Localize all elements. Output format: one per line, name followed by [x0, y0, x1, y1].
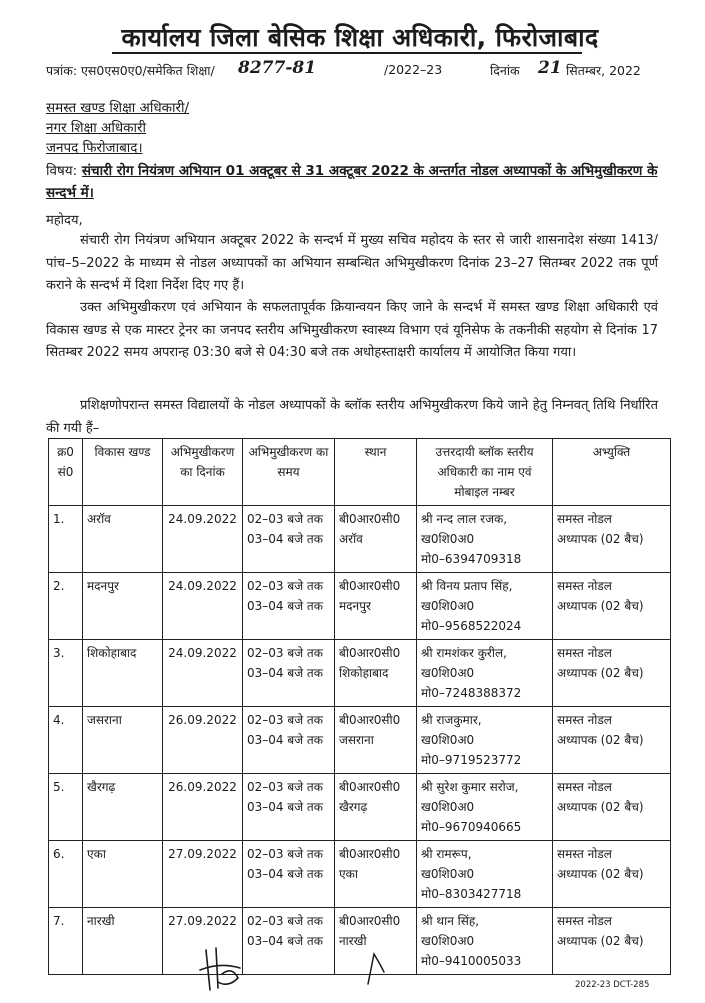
cell-date: 24.09.2022	[163, 573, 243, 640]
table-row	[49, 908, 671, 975]
cell-place	[335, 573, 417, 640]
schedule-table	[48, 438, 671, 975]
cell-time	[243, 841, 335, 908]
officer-designation: ख0शि0अ0	[421, 733, 475, 747]
cell-officer	[417, 506, 553, 573]
officer-mobile: मो0–9719523772	[421, 753, 522, 767]
cell-officer	[417, 774, 553, 841]
place-line-1: बी0आर0सी0	[339, 780, 401, 794]
remark-line-2: अध्यापक (02 बैच)	[557, 867, 644, 881]
cell-officer	[417, 841, 553, 908]
time-slot-2: 03–04 बजे तक	[247, 867, 323, 881]
officer-designation: ख0शि0अ0	[421, 599, 475, 613]
place-line-1: बी0आर0सी0	[339, 914, 401, 928]
cell-serial: 4.	[49, 707, 83, 774]
cell-time	[243, 506, 335, 573]
officer-mobile: मो0–9568522024	[421, 619, 522, 633]
time-slot-2: 03–04 बजे तक	[247, 532, 323, 546]
remark-line-1: समस्त नोडल	[557, 579, 612, 593]
officer-designation: ख0शि0अ0	[421, 934, 475, 948]
officer-mobile: मो0–7248388372	[421, 686, 522, 700]
time-slot-2: 03–04 बजे तक	[247, 934, 323, 948]
reference-number-handwritten: 8277-81	[238, 58, 317, 78]
place-line-2: मदनपुर	[339, 599, 371, 613]
officer-designation: ख0शि0अ0	[421, 867, 475, 881]
officer-mobile: मो0–9410005033	[421, 954, 522, 968]
date-month-year: सितम्बर, 2022	[566, 63, 641, 78]
subject-label: विषय:	[46, 163, 78, 179]
officer-mobile: मो0–8303427718	[421, 887, 522, 901]
cell-date: 26.09.2022	[163, 707, 243, 774]
cell-serial: 6.	[49, 841, 83, 908]
officer-designation: ख0शि0अ0	[421, 532, 475, 546]
title-underline	[112, 52, 582, 54]
cell-time	[243, 573, 335, 640]
officer-name: श्री रामरूप,	[421, 847, 472, 861]
officer-name: श्री थान सिंह,	[421, 914, 480, 928]
time-slot-1: 02–03 बजे तक	[247, 847, 323, 861]
header-date: अभिमुखीकरण का दिनांक	[163, 439, 243, 506]
cell-date: 27.09.2022	[163, 908, 243, 975]
cell-block: नारखी	[83, 908, 163, 975]
signature-mark-right	[362, 950, 388, 986]
signature-mark-left	[198, 944, 242, 994]
officer-mobile: मो0–9670940665	[421, 820, 522, 834]
header-serial: क्र0 सं0	[49, 439, 83, 506]
cell-remark	[553, 707, 671, 774]
cell-block: खैरगढ़	[83, 774, 163, 841]
place-line-1: बी0आर0सी0	[339, 847, 401, 861]
reference-prefix: पत्रांक: एस0एस0ए0/समेकित शिक्षा/	[46, 63, 215, 78]
table-row	[49, 841, 671, 908]
cell-serial: 5.	[49, 774, 83, 841]
place-line-2: शिकोहाबाद	[339, 666, 389, 680]
time-slot-1: 02–03 बजे तक	[247, 646, 323, 660]
place-line-2: नारखी	[339, 934, 367, 948]
officer-name: श्री राजकुमार,	[421, 713, 482, 727]
subject-text: संचारी रोग नियंत्रण अभियान 01 अक्टूबर से 31 अक्टूबर 2022 के अन्तर्गत नोडल अध्यापकों के अभिमुखीकरण के सन्दर्भ में।	[46, 163, 658, 201]
table-row	[49, 506, 671, 573]
cell-officer	[417, 573, 553, 640]
cell-date: 26.09.2022	[163, 774, 243, 841]
cell-serial: 1.	[49, 506, 83, 573]
remark-line-1: समस्त नोडल	[557, 914, 612, 928]
time-slot-1: 02–03 बजे तक	[247, 713, 323, 727]
time-slot-1: 02–03 बजे तक	[247, 512, 323, 526]
place-line-1: बी0आर0सी0	[339, 512, 401, 526]
table-row	[49, 707, 671, 774]
cell-date: 24.09.2022	[163, 640, 243, 707]
officer-name: श्री सुरेश कुमार सरोज,	[421, 780, 519, 794]
addressee-line-2: नगर शिक्षा अधिकारी	[46, 120, 147, 136]
date-day-handwritten: 21	[538, 58, 562, 78]
table-row	[49, 640, 671, 707]
cell-place	[335, 841, 417, 908]
cell-remark	[553, 908, 671, 975]
remark-line-2: अध्यापक (02 बैच)	[557, 599, 644, 613]
date-label: दिनांक	[490, 63, 520, 78]
officer-designation: ख0शि0अ0	[421, 666, 475, 680]
cell-block: जसराना	[83, 707, 163, 774]
header-officer: उत्तरदायी ब्लॉक स्तरीय अधिकारी का नाम एवं मोबाइल नम्बर	[417, 439, 553, 506]
cell-place	[335, 640, 417, 707]
cell-block: अरॉव	[83, 506, 163, 573]
place-line-1: बी0आर0सी0	[339, 646, 401, 660]
remark-line-2: अध्यापक (02 बैच)	[557, 934, 644, 948]
salutation: महोदय,	[46, 213, 83, 228]
cell-date: 24.09.2022	[163, 506, 243, 573]
cell-serial: 3.	[49, 640, 83, 707]
cell-date: 27.09.2022	[163, 841, 243, 908]
place-line-2: खैरगढ़	[339, 800, 368, 814]
cell-place	[335, 506, 417, 573]
table-row	[49, 573, 671, 640]
remark-line-1: समस्त नोडल	[557, 713, 612, 727]
cell-time	[243, 774, 335, 841]
header-place: स्थान	[335, 439, 417, 506]
table-row	[49, 774, 671, 841]
document-code: 2022-23 DCT-285	[575, 980, 650, 990]
place-line-1: बी0आर0सी0	[339, 579, 401, 593]
cell-remark	[553, 640, 671, 707]
time-slot-2: 03–04 बजे तक	[247, 800, 323, 814]
cell-remark	[553, 774, 671, 841]
paragraph-2: उक्त अभिमुखीकरण एवं अभियान के सफलतापूर्वक क्रियान्वयन किए जाने के सन्दर्भ में समस्त खण्ड शिक्षा अधिकारी एवं विकास खण्ड से एक मास्टर ट्रेनर का जनपद स्तरीय अभिमुखीकरण स्वास्थ्य विभाग एवं यूनिसेफ के तकनीकी सहयोग से दिनांक 17 सितम्बर 2022 समय अपरान्ह 03:30 बजे से 04:30 बजे तक अधोहस्ताक्षरी कार्यालय में आयोजित किया गया।	[46, 300, 658, 360]
time-slot-1: 02–03 बजे तक	[247, 914, 323, 928]
time-slot-1: 02–03 बजे तक	[247, 579, 323, 593]
cell-block: एका	[83, 841, 163, 908]
cell-remark	[553, 841, 671, 908]
place-line-2: अरॉव	[339, 532, 363, 546]
cell-officer	[417, 640, 553, 707]
cell-block: शिकोहाबाद	[83, 640, 163, 707]
cell-remark	[553, 506, 671, 573]
place-line-1: बी0आर0सी0	[339, 713, 401, 727]
header-time: अभिमुखीकरण का समय	[243, 439, 335, 506]
addressee-line-1: समस्त खण्ड शिक्षा अधिकारी/	[46, 100, 190, 116]
header-remark: अभ्युक्ति	[553, 439, 671, 506]
header-block: विकास खण्ड	[83, 439, 163, 506]
remark-line-1: समस्त नोडल	[557, 780, 612, 794]
officer-designation: ख0शि0अ0	[421, 800, 475, 814]
remark-line-2: अध्यापक (02 बैच)	[557, 800, 644, 814]
paragraph-3: प्रशिक्षणोपरान्त समस्त विद्यालयों के नोडल अध्यापकों के ब्लॉक स्तरीय अभिमुखीकरण किये जाने हेतु निम्नवत् तिथि निर्धारित की गयी हैं–	[46, 398, 658, 436]
reference-year: /2022–23	[384, 62, 443, 77]
remark-line-1: समस्त नोडल	[557, 847, 612, 861]
time-slot-2: 03–04 बजे तक	[247, 599, 323, 613]
table-header-row	[49, 439, 671, 506]
time-slot-2: 03–04 बजे तक	[247, 733, 323, 747]
officer-name: श्री रामशंकर कुरील,	[421, 646, 507, 660]
cell-remark	[553, 573, 671, 640]
place-line-2: एका	[339, 867, 358, 881]
cell-block: मदनपुर	[83, 573, 163, 640]
paragraph-1: संचारी रोग नियंत्रण अभियान अक्टूबर 2022 के सन्दर्भ में मुख्य सचिव महोदय के स्तर से जारी शासनादेश संख्या 1413/पांच–5–2022 के माध्यम से नोडल अध्यापकों का अभियान सम्बन्धित अभिमुखीकरण दिनांक 23–27 सितम्बर 2022 तक पूर्ण कराने के सन्दर्भ में दिशा निर्देश दिए गए हैं।	[46, 233, 658, 293]
place-line-2: जसराना	[339, 733, 374, 747]
subject	[46, 160, 658, 204]
time-slot-1: 02–03 बजे तक	[247, 780, 323, 794]
cell-place	[335, 774, 417, 841]
remark-line-2: अध्यापक (02 बैच)	[557, 733, 644, 747]
officer-name: श्री नन्द लाल रजक,	[421, 512, 508, 526]
cell-serial: 7.	[49, 908, 83, 975]
cell-time	[243, 640, 335, 707]
cell-place	[335, 707, 417, 774]
remark-line-2: अध्यापक (02 बैच)	[557, 666, 644, 680]
remark-line-2: अध्यापक (02 बैच)	[557, 532, 644, 546]
officer-mobile: मो0–6394709318	[421, 552, 522, 566]
cell-officer	[417, 908, 553, 975]
cell-time	[243, 707, 335, 774]
remark-line-1: समस्त नोडल	[557, 512, 612, 526]
officer-name: श्री विनय प्रताप सिंह,	[421, 579, 513, 593]
time-slot-2: 03–04 बजे तक	[247, 666, 323, 680]
remark-line-1: समस्त नोडल	[557, 646, 612, 660]
cell-officer	[417, 707, 553, 774]
office-title: कार्यालय जिला बेसिक शिक्षा अधिकारी, फिरोजाबाद	[121, 23, 599, 52]
addressee-line-3: जनपद फिरोजाबाद।	[46, 140, 143, 156]
cell-time	[243, 908, 335, 975]
cell-serial: 2.	[49, 573, 83, 640]
